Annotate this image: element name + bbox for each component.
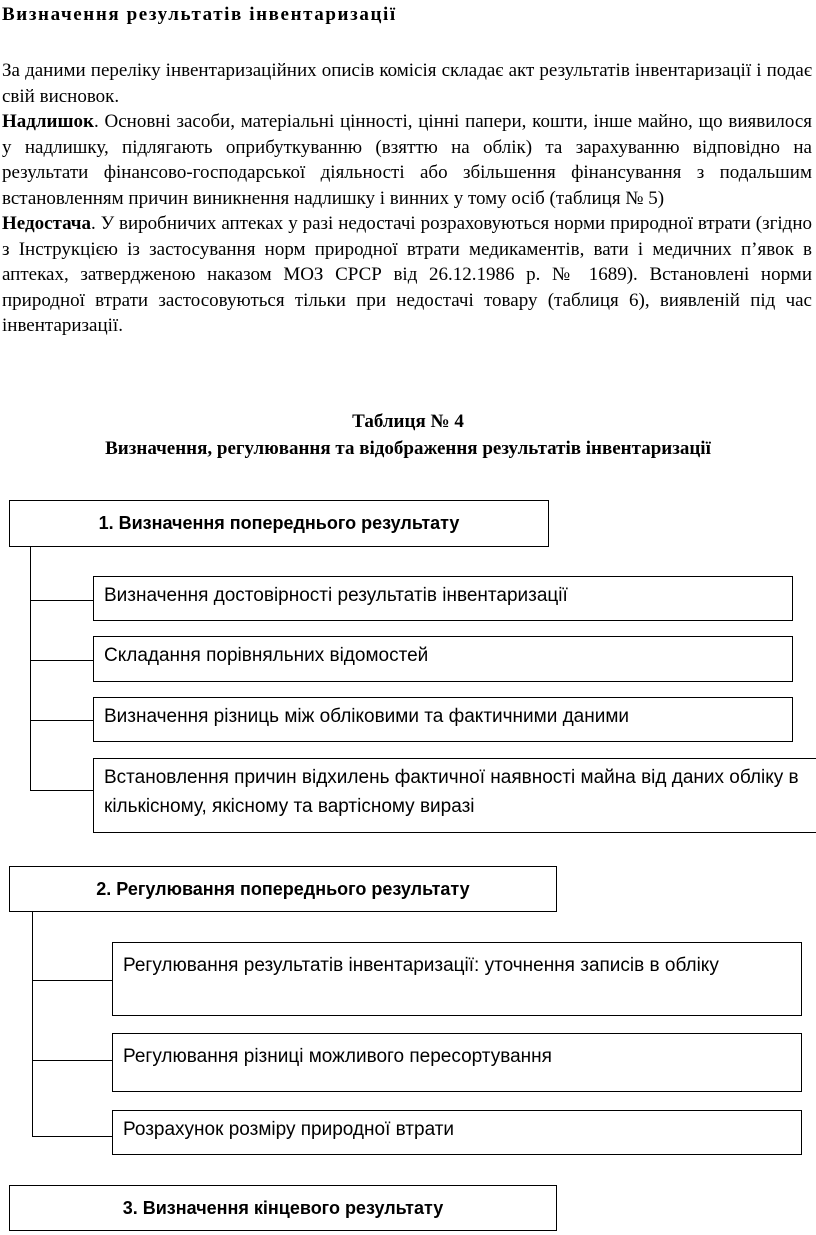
section2-connector-1 (32, 980, 112, 981)
section2-item-1: Регулювання результатів інвентаризації: уточнення записів в обліку (112, 942, 802, 1016)
body-text (2, 58, 812, 339)
intro-paragraph: За даними переліку інвентаризаційних описів комісія складає акт результатів інвентаризації і подає свій висновок. (2, 60, 812, 107)
section2-header-box: 2. Регулювання попереднього результату (9, 866, 557, 912)
section1-header-box: 1. Визначення попереднього результату (9, 500, 549, 547)
section2-item-2: Регулювання різниці можливого пересортування (112, 1033, 802, 1092)
table-number: Таблиця № 4 (352, 411, 464, 432)
surplus-term: Надлишок (2, 111, 94, 132)
section1-connector-4 (30, 790, 93, 791)
section1-connector-trunk (30, 547, 31, 791)
section1-item-1: Визначення достовірності результатів інвентаризації (93, 576, 793, 621)
shortage-text: . У виробничих аптеках у разі недостачі розраховуються норми природної втрати (згідно з Інструкцією із застосування норм природної втрати медикаментів, вати і медичних п’явок в аптеках, затвердженою наказом МОЗ СРСР від 26.12.1986 р. № 1689). Встановлені норми природної втрати застосовуються тільки при недостачі товару (таблиця 6), виявленій під час інвентаризації. (2, 213, 812, 336)
section3-header-box: 3. Визначення кінцевого результату (9, 1185, 557, 1231)
section1-connector-1 (30, 600, 93, 601)
section1-connector-2 (30, 660, 93, 661)
table-title: Визначення, регулювання та відображення результатів інвентаризації (105, 438, 711, 459)
section1-item-3: Визначення різниць між обліковими та фактичними даними (93, 697, 793, 742)
section1-connector-3 (30, 720, 93, 721)
shortage-term: Недостача (2, 213, 92, 234)
surplus-text: . Основні засоби, матеріальні цінності, цінні папери, кошти, інше майно, що виявилося у надлишку, підлягають оприбуткуванню (взяттю на облік) та зарахуванню відповідно на результати фінансово-господарської діяльності або збільшення фінансування з подальшим встановленням причин виникнення надлишку і винних у тому осіб (таблиця № 5) (2, 111, 812, 209)
surplus-paragraph (2, 109, 812, 211)
section2-connector-2 (32, 1060, 112, 1061)
section1-item-2: Складання порівняльних відомостей (93, 636, 793, 682)
section2-connector-trunk (32, 912, 33, 1137)
section2-connector-3 (32, 1136, 112, 1137)
shortage-paragraph (2, 211, 812, 339)
section2-item-3: Розрахунок розміру природної втрати (112, 1110, 802, 1155)
section1-item-4: Встановлення причин відхилень фактичної наявності майна від даних обліку в кількісному, якісному та вартісному виразі (93, 758, 816, 833)
page-heading: Визначення результатів інвентаризації (2, 4, 397, 25)
